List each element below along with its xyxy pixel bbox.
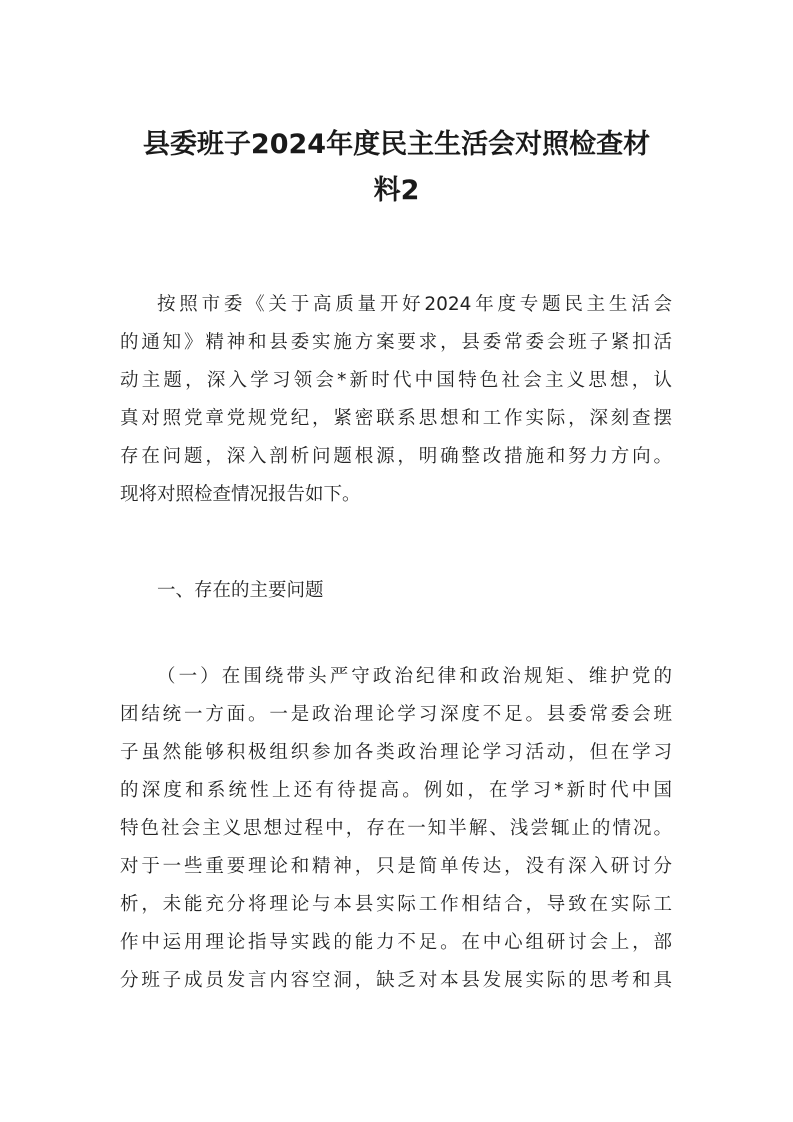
paragraph-line: 的深度和系统性上还有待提高。例如，在学习*新时代中国	[120, 780, 672, 801]
title-line-1: 县委班子2024年度民主生活会对照检查材	[142, 129, 651, 160]
paragraph-line: 动主题，深入学习领会*新时代中国特色社会主义思想，认	[120, 370, 672, 391]
paragraph-line: 析，未能充分将理论与本县实际工作相结合，导致在实际工	[120, 894, 672, 915]
paragraph-line: 特色社会主义思想过程中，存在一知半解、浅尝辄止的情况。	[120, 818, 672, 839]
paragraph-line: 存在问题，深入剖析问题根源，明确整改措施和努力方向。	[120, 446, 672, 467]
paragraph-line: （一）在围绕带头严守政治纪律和政治规矩、维护党的	[157, 666, 672, 687]
title-line-2: 料2	[373, 175, 420, 206]
paragraph-line: 作中运用理论指导实践的能力不足。在中心组研讨会上，部	[120, 932, 672, 953]
paragraph-line: 的通知》精神和县委实施方案要求，县委常委会班子紧扣活	[120, 332, 672, 353]
section-heading: 一、存在的主要问题	[157, 580, 324, 601]
paragraph-line: 按照市委《关于高质量开好2024年度专题民主生活会	[157, 294, 672, 315]
paragraph-line: 子虽然能够积极组织参加各类政治理论学习活动，但在学习	[120, 742, 672, 763]
paragraph-line: 对于一些重要理论和精神，只是简单传达，没有深入研讨分	[120, 856, 672, 877]
paragraph-line: 分班子成员发言内容空洞，缺乏对本县发展实际的思考和具	[120, 970, 672, 991]
document-title	[100, 122, 693, 214]
paragraph-line: 团结统一方面。一是政治理论学习深度不足。县委常委会班	[120, 704, 672, 725]
paragraph-line: 现将对照检查情况报告如下。	[120, 484, 361, 505]
paragraph-line: 真对照党章党规党纪，紧密联系思想和工作实际，深刻查摆	[120, 408, 672, 429]
